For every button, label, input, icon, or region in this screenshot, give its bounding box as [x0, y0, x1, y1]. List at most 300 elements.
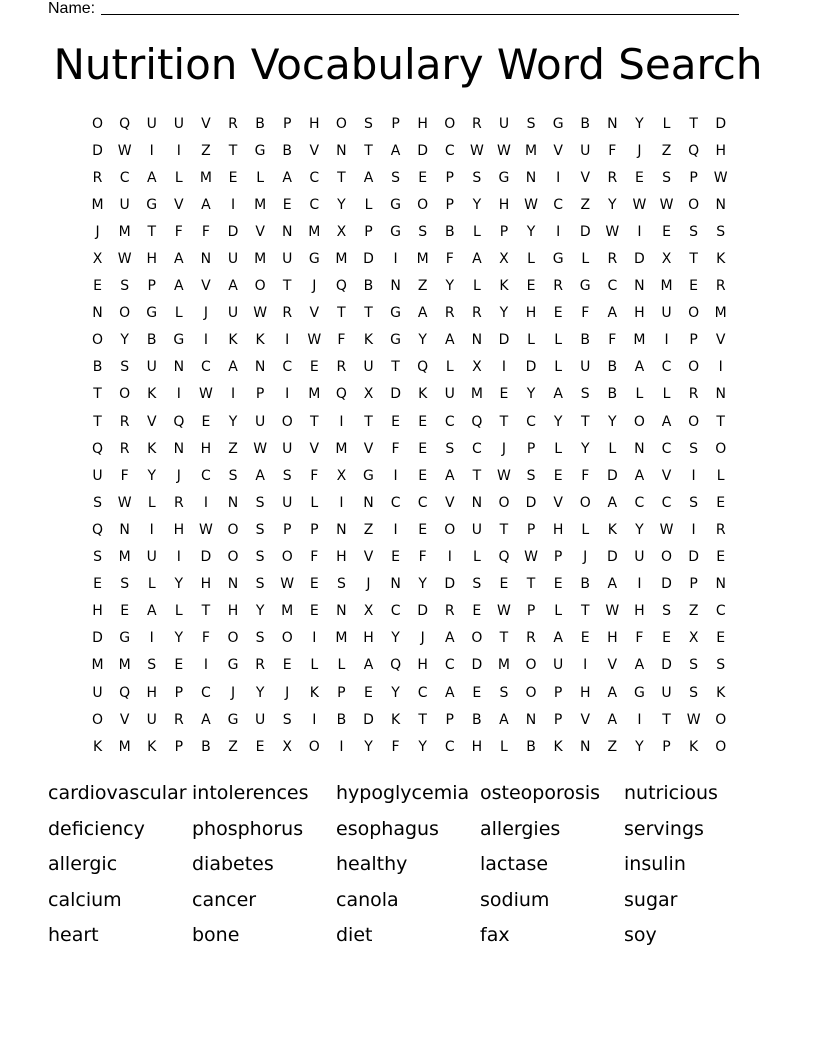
- grid-letter: A: [174, 251, 184, 268]
- grid-letter: L: [310, 657, 319, 674]
- grid-letter: G: [146, 196, 158, 213]
- grid-letter: D: [715, 115, 727, 132]
- grid-letter: H: [634, 603, 645, 620]
- grid-letter: O: [281, 413, 293, 430]
- grid-letter: A: [607, 576, 618, 593]
- grid-letter: D: [417, 603, 429, 620]
- name-field: [48, 0, 739, 18]
- grid-letter: R: [715, 278, 726, 295]
- grid-letter: V: [580, 711, 591, 728]
- grid-letter: K: [607, 521, 617, 538]
- grid-letter: A: [553, 630, 563, 647]
- grid-letter: P: [526, 521, 536, 538]
- grid-letter: D: [525, 359, 537, 376]
- grid-letter: P: [689, 169, 698, 186]
- grid-letter: Q: [498, 549, 510, 566]
- grid-letter: H: [146, 684, 157, 701]
- grid-letter: K: [716, 251, 726, 268]
- grid-letter: R: [173, 711, 184, 728]
- grid-letter: R: [173, 494, 184, 511]
- grid-letter: E: [553, 576, 563, 593]
- grid-letter: L: [554, 332, 563, 349]
- grid-letter: S: [93, 494, 102, 511]
- word-bank: [48, 777, 768, 955]
- grid-letter: X: [336, 223, 347, 240]
- grid-letter: G: [633, 684, 645, 701]
- grid-letter: O: [525, 684, 537, 701]
- word-bank-item: phosphorus: [192, 817, 304, 840]
- grid-letter: V: [119, 711, 130, 728]
- grid-letter: A: [146, 169, 157, 186]
- grid-letter: L: [608, 440, 617, 457]
- grid-letter: N: [390, 576, 401, 593]
- grid-letter: L: [554, 359, 563, 376]
- grid-letter: C: [661, 359, 672, 376]
- grid-letter: M: [335, 251, 348, 268]
- grid-letter: P: [337, 684, 346, 701]
- grid-letter: S: [662, 169, 671, 186]
- grid-letter: E: [364, 684, 373, 701]
- grid-letter: E: [499, 386, 509, 403]
- grid-letter: L: [662, 115, 671, 132]
- grid-letter: N: [363, 494, 374, 511]
- grid-letter: P: [662, 738, 671, 755]
- grid-letter: E: [309, 576, 319, 593]
- grid-letter: Y: [499, 305, 509, 322]
- grid-letter: Z: [607, 738, 618, 755]
- grid-letter: Y: [635, 115, 644, 132]
- grid-letter: I: [339, 494, 344, 511]
- grid-letter: K: [716, 684, 726, 701]
- grid-letter: S: [120, 278, 130, 295]
- word-bank-item: bone: [192, 924, 240, 947]
- grid-letter: S: [689, 657, 699, 674]
- grid-letter: G: [308, 251, 320, 268]
- grid-letter: F: [310, 549, 319, 566]
- grid-letter: I: [149, 630, 154, 647]
- grid-letter: N: [173, 359, 185, 376]
- grid-letter: H: [525, 305, 537, 322]
- grid-letter: G: [390, 332, 401, 349]
- grid-letter: U: [634, 549, 645, 566]
- grid-letter: E: [716, 630, 726, 647]
- grid-letter: U: [444, 386, 455, 403]
- word-bank-item: heart: [48, 924, 99, 947]
- grid-letter: A: [634, 359, 645, 376]
- grid-letter: H: [715, 142, 726, 159]
- grid-letter: D: [606, 549, 618, 566]
- grid-letter: J: [203, 305, 208, 322]
- grid-letter: H: [173, 521, 185, 538]
- grid-letter: P: [147, 278, 156, 295]
- grid-letter: A: [444, 684, 455, 701]
- grid-letter: L: [472, 278, 481, 295]
- grid-letter: S: [391, 169, 401, 186]
- grid-letter: U: [661, 684, 672, 701]
- grid-letter: S: [716, 223, 726, 240]
- grid-letter: X: [661, 251, 672, 268]
- grid-letter: U: [254, 711, 266, 728]
- grid-letter: W: [605, 223, 620, 240]
- grid-letter: X: [363, 603, 374, 620]
- grid-letter: R: [282, 305, 293, 322]
- grid-letter: I: [176, 386, 181, 403]
- grid-letter: C: [119, 169, 130, 186]
- grid-letter: G: [227, 711, 239, 728]
- grid-letter: W: [469, 142, 484, 159]
- grid-letter: O: [444, 521, 456, 538]
- grid-letter: H: [146, 251, 157, 268]
- grid-letter: M: [308, 386, 321, 403]
- grid-letter: E: [391, 549, 400, 566]
- grid-letter: W: [686, 711, 701, 728]
- grid-letter: S: [120, 576, 130, 593]
- grid-letter: Q: [688, 142, 700, 159]
- grid-letter: X: [336, 467, 347, 484]
- grid-letter: D: [200, 549, 212, 566]
- grid-letter: A: [634, 657, 645, 674]
- grid-letter: A: [607, 684, 618, 701]
- grid-letter: B: [472, 711, 482, 728]
- grid-letter: E: [662, 630, 671, 647]
- grid-letter: K: [147, 738, 157, 755]
- grid-letter: V: [146, 413, 157, 430]
- grid-letter: V: [553, 142, 563, 159]
- grid-letter: J: [501, 440, 507, 457]
- grid-letter: C: [282, 359, 293, 376]
- grid-letter: W: [117, 494, 132, 511]
- grid-letter: I: [203, 332, 208, 349]
- grid-letter: S: [472, 169, 482, 186]
- grid-letter: T: [93, 413, 102, 430]
- grid-letter: C: [444, 738, 455, 755]
- grid-letter: C: [444, 142, 455, 159]
- grid-letter: F: [201, 630, 210, 647]
- grid-letter: W: [199, 386, 213, 403]
- grid-letter: R: [228, 115, 238, 132]
- grid-letter: O: [688, 196, 700, 213]
- grid-letter: S: [93, 549, 102, 566]
- grid-letter: D: [661, 657, 672, 674]
- grid-letter: D: [363, 711, 374, 728]
- grid-letter: K: [255, 332, 265, 349]
- grid-letter: A: [363, 657, 374, 674]
- grid-letter: I: [339, 738, 344, 755]
- grid-letter: I: [285, 332, 290, 349]
- grid-letter: B: [444, 223, 455, 240]
- grid-letter: X: [363, 386, 374, 403]
- grid-letter: L: [581, 251, 590, 268]
- grid-letter: U: [146, 549, 157, 566]
- grid-letter: M: [660, 278, 673, 295]
- grid-letter: H: [417, 115, 428, 132]
- grid-letter: S: [445, 440, 455, 457]
- grid-letter: M: [118, 549, 131, 566]
- grid-letter: O: [227, 521, 239, 538]
- word-bank-item: deficiency: [48, 817, 145, 840]
- grid-letter: U: [146, 711, 157, 728]
- grid-letter: T: [499, 413, 509, 430]
- grid-letter: P: [526, 440, 536, 457]
- grid-letter: U: [363, 359, 374, 376]
- grid-letter: E: [418, 413, 428, 430]
- grid-letter: A: [444, 332, 455, 349]
- grid-letter: R: [471, 305, 482, 322]
- grid-letter: C: [417, 494, 428, 511]
- grid-letter: F: [445, 251, 454, 268]
- grid-letter: N: [607, 115, 618, 132]
- grid-letter: F: [337, 332, 346, 349]
- name-underline: [101, 0, 739, 15]
- word-bank-item: sodium: [480, 888, 550, 911]
- grid-letter: E: [526, 278, 536, 295]
- grid-letter: Y: [635, 521, 644, 538]
- grid-letter: F: [391, 738, 400, 755]
- grid-letter: C: [201, 684, 211, 701]
- grid-letter: U: [119, 196, 130, 213]
- grid-letter: O: [281, 549, 293, 566]
- grid-letter: Y: [228, 413, 238, 430]
- grid-letter: R: [607, 169, 618, 186]
- grid-letter: V: [444, 494, 455, 511]
- grid-letter: X: [688, 630, 699, 647]
- grid-letter: S: [255, 630, 265, 647]
- grid-letter: K: [390, 711, 401, 728]
- grid-letter: T: [310, 413, 319, 430]
- grid-letter: I: [203, 494, 208, 511]
- grid-letter: B: [580, 332, 591, 349]
- grid-letter: J: [420, 630, 425, 647]
- grid-letter: M: [199, 169, 212, 186]
- grid-letter: N: [336, 142, 347, 159]
- grid-letter: U: [146, 359, 157, 376]
- grid-letter: C: [553, 196, 564, 213]
- grid-letter: V: [309, 305, 320, 322]
- grid-letter: M: [254, 251, 267, 268]
- grid-letter: L: [310, 494, 319, 511]
- grid-letter: V: [309, 440, 320, 457]
- grid-letter: I: [176, 549, 181, 566]
- grid-letter: G: [390, 305, 401, 322]
- grid-letter: G: [390, 196, 401, 213]
- grid-letter: B: [282, 142, 292, 159]
- grid-letter: Z: [228, 440, 238, 457]
- page-title: Nutrition Vocabulary Word Search: [53, 40, 763, 89]
- grid-letter: T: [337, 305, 346, 322]
- grid-letter: U: [282, 494, 293, 511]
- grid-letter: L: [445, 359, 454, 376]
- grid-letter: P: [689, 332, 698, 349]
- grid-letter: Y: [391, 630, 400, 647]
- grid-letter: O: [308, 738, 320, 755]
- grid-letter: W: [659, 196, 674, 213]
- word-bank-item: lactase: [480, 853, 549, 876]
- grid-letter: S: [689, 440, 699, 457]
- grid-letter: O: [92, 332, 104, 349]
- grid-letter: R: [119, 413, 130, 430]
- grid-letter: Y: [418, 576, 427, 593]
- grid-letter: A: [661, 413, 672, 430]
- grid-letter: T: [689, 251, 698, 268]
- grid-letter: P: [553, 711, 563, 728]
- grid-letter: F: [608, 332, 617, 349]
- grid-letter: O: [119, 305, 131, 322]
- grid-letter: V: [363, 440, 374, 457]
- grid-letter: A: [201, 711, 211, 728]
- grid-letter: A: [607, 494, 618, 511]
- grid-letter: Z: [363, 521, 374, 538]
- grid-letter: O: [227, 630, 239, 647]
- grid-letter: E: [472, 684, 482, 701]
- grid-letter: A: [607, 305, 618, 322]
- grid-letter: I: [393, 521, 398, 538]
- grid-letter: T: [364, 142, 373, 159]
- grid-letter: L: [716, 467, 725, 484]
- grid-letter: L: [500, 738, 508, 755]
- grid-letter: R: [607, 251, 618, 268]
- grid-letter: A: [201, 196, 211, 213]
- grid-letter: U: [661, 305, 672, 322]
- grid-letter: U: [471, 521, 482, 538]
- word-bank-item: canola: [336, 888, 399, 911]
- grid-letter: N: [227, 576, 239, 593]
- grid-letter: I: [637, 223, 642, 240]
- grid-letter: D: [417, 142, 429, 159]
- grid-letter: T: [580, 603, 590, 620]
- grid-letter: B: [146, 332, 157, 349]
- grid-letter: L: [472, 223, 481, 240]
- grid-letter: S: [526, 467, 536, 484]
- grid-letter: S: [147, 657, 157, 674]
- grid-letter: P: [391, 115, 400, 132]
- grid-letter: Y: [147, 467, 157, 484]
- grid-letter: V: [661, 467, 672, 484]
- grid-letter: I: [556, 223, 561, 240]
- grid-letter: I: [312, 711, 317, 728]
- grid-letter: D: [525, 494, 537, 511]
- grid-letter: V: [201, 115, 211, 132]
- grid-letter: G: [552, 115, 564, 132]
- grid-letter: Z: [417, 278, 428, 295]
- grid-letter: G: [363, 467, 374, 484]
- grid-letter: O: [119, 386, 131, 403]
- grid-letter: A: [472, 251, 482, 268]
- word-bank-item: diet: [336, 924, 373, 947]
- grid-letter: D: [92, 142, 103, 159]
- grid-letter: H: [92, 603, 103, 620]
- grid-letter: U: [553, 657, 564, 674]
- letter-grid: [84, 110, 734, 760]
- grid-letter: F: [391, 440, 400, 457]
- grid-letter: I: [393, 467, 398, 484]
- grid-letter: N: [281, 223, 293, 240]
- grid-letter: F: [581, 305, 590, 322]
- grid-letter: W: [659, 521, 674, 538]
- grid-letter: E: [174, 657, 184, 674]
- grid-letter: C: [471, 440, 482, 457]
- grid-letter: Z: [580, 196, 591, 213]
- grid-letter: O: [92, 115, 104, 132]
- grid-letter: H: [634, 305, 645, 322]
- grid-letter: Y: [526, 223, 536, 240]
- grid-letter: X: [282, 738, 292, 755]
- grid-letter: I: [691, 467, 696, 484]
- grid-letter: W: [253, 305, 268, 322]
- grid-letter: N: [715, 386, 726, 403]
- grid-letter: C: [444, 657, 455, 674]
- grid-letter: P: [499, 223, 509, 240]
- grid-letter: T: [716, 413, 725, 430]
- grid-letter: D: [444, 576, 456, 593]
- grid-letter: X: [92, 251, 103, 268]
- grid-letter: E: [716, 549, 726, 566]
- grid-letter: V: [255, 223, 265, 240]
- grid-letter: H: [579, 684, 591, 701]
- grid-letter: L: [174, 169, 183, 186]
- grid-letter: I: [339, 413, 344, 430]
- grid-letter: C: [417, 684, 428, 701]
- grid-letter: N: [336, 521, 347, 538]
- grid-letter: P: [174, 738, 184, 755]
- grid-letter: G: [146, 305, 158, 322]
- grid-letter: I: [664, 332, 669, 349]
- grid-letter: Y: [120, 332, 129, 349]
- grid-letter: H: [498, 196, 510, 213]
- grid-letter: N: [579, 738, 591, 755]
- grid-letter: O: [688, 359, 700, 376]
- grid-letter: S: [418, 223, 428, 240]
- grid-letter: C: [661, 494, 672, 511]
- grid-letter: L: [472, 549, 481, 566]
- grid-letter: G: [390, 223, 401, 240]
- grid-letter: O: [254, 278, 266, 295]
- grid-letter: Y: [255, 603, 265, 620]
- grid-letter: D: [92, 630, 103, 647]
- grid-letter: M: [335, 630, 348, 647]
- grid-letter: O: [661, 549, 673, 566]
- grid-letter: S: [526, 115, 536, 132]
- grid-letter: A: [363, 169, 374, 186]
- grid-letter: E: [309, 603, 319, 620]
- grid-letter: W: [199, 521, 213, 538]
- grid-letter: T: [499, 630, 509, 647]
- grid-letter: P: [445, 711, 454, 728]
- grid-letter: S: [689, 223, 699, 240]
- grid-letter: B: [526, 738, 536, 755]
- grid-letter: E: [418, 440, 428, 457]
- grid-letter: A: [390, 142, 401, 159]
- grid-letter: U: [92, 684, 103, 701]
- grid-letter: E: [553, 467, 563, 484]
- grid-letter: C: [309, 196, 320, 213]
- grid-letter: S: [364, 115, 373, 132]
- grid-letter: R: [92, 169, 103, 186]
- grid-letter: I: [230, 196, 236, 213]
- grid-letter: B: [363, 278, 374, 295]
- grid-letter: I: [718, 359, 723, 376]
- grid-letter: N: [634, 278, 645, 295]
- grid-letter: E: [391, 413, 400, 430]
- grid-letter: S: [336, 576, 346, 593]
- grid-letter: Y: [364, 738, 373, 755]
- grid-letter: R: [444, 603, 455, 620]
- grid-letter: M: [525, 142, 538, 159]
- grid-letter: L: [147, 576, 156, 593]
- grid-letter: N: [525, 711, 537, 728]
- grid-letter: Z: [688, 603, 699, 620]
- grid-letter: X: [472, 359, 482, 376]
- grid-letter: O: [525, 657, 537, 674]
